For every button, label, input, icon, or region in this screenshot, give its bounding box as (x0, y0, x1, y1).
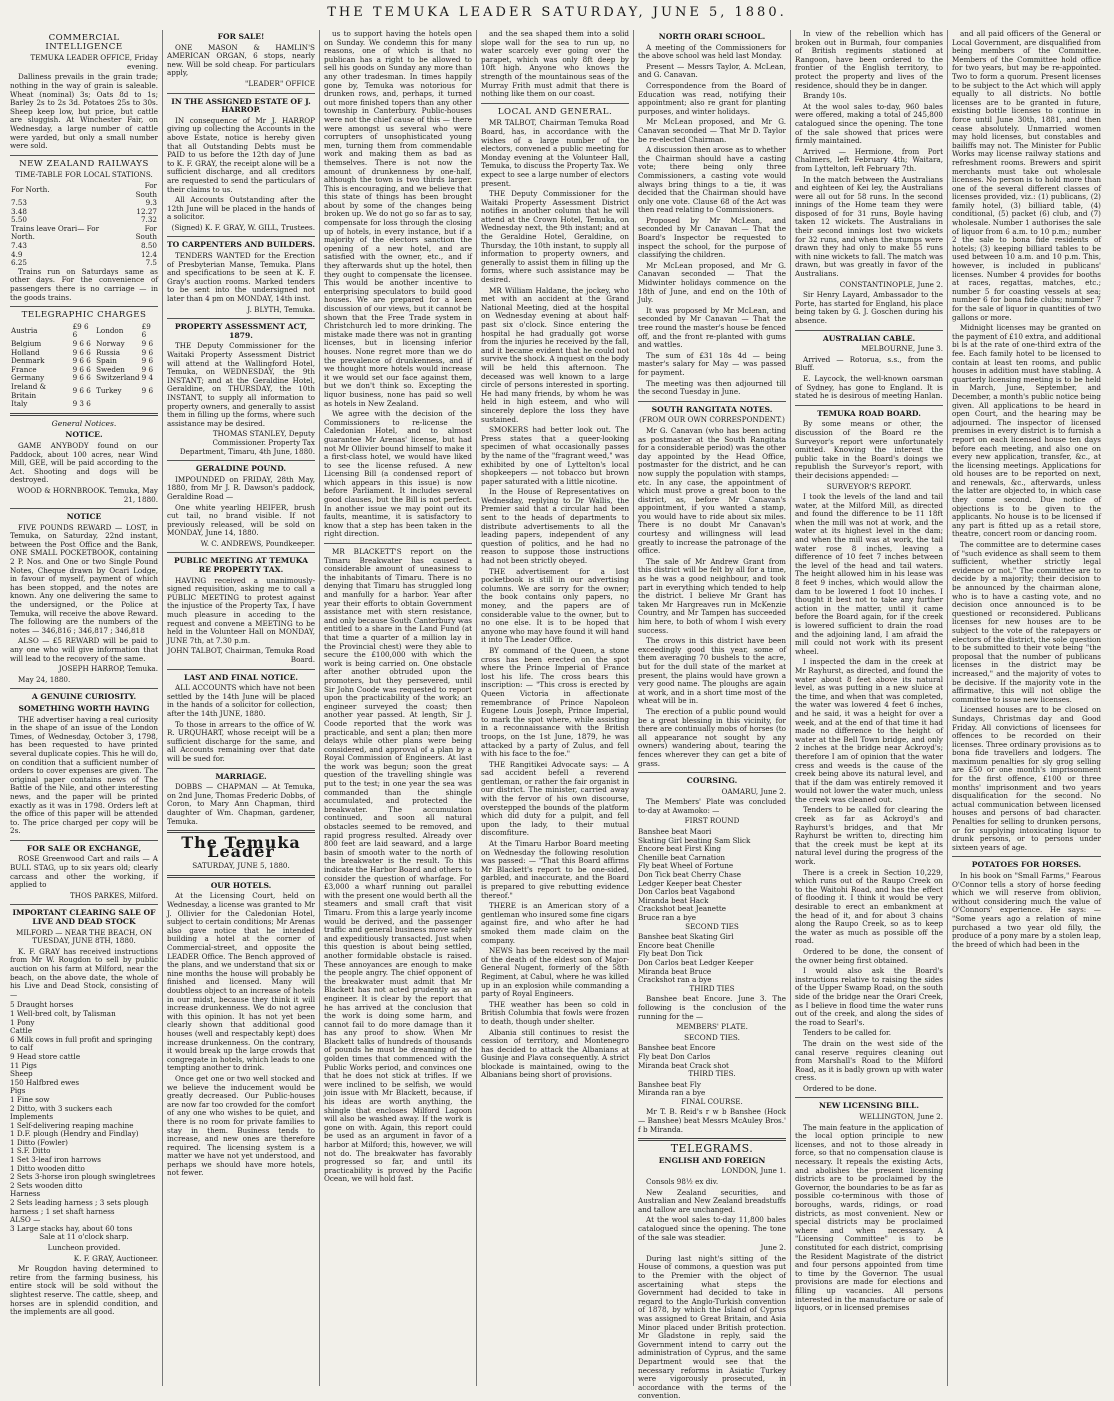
column-2 (163, 30, 320, 1386)
section-heading: NEW ZEALAND RAILWAYS (19, 158, 149, 169)
article-paragraph: E. Laycock, the well-known oarsman of Sydney, has gone to England. It is stated he is desirous of meeting Hanlan. (795, 373, 943, 401)
text-line: 12.27 (136, 206, 157, 216)
article-paragraph: The crows in this district have been exceedingly good this year, some of them averaging 70 bushels to the acre, but for the dull state of the market at present, the plains would have grown a very good name. The ploughs are again at work, and in a short time most of the wheat will be in. (638, 636, 786, 706)
notice-heading: SOMETHING WORTH HAVING (18, 703, 150, 713)
text-line: Banshee beat Encore (638, 1043, 716, 1053)
text-line: 9 6 6 (72, 364, 91, 374)
text-line: Implements (10, 1112, 54, 1122)
text-line: Austria (11, 326, 38, 336)
divider (167, 875, 315, 878)
subheading: (FROM OUR OWN CORRESPONDENT.) (639, 415, 785, 425)
text-line: 5 Draught horses (10, 1000, 74, 1010)
text-line: Turkey (96, 386, 122, 396)
stock-list (10, 1001, 158, 1233)
text-line: Chenille beat Carnation (638, 852, 726, 862)
article-paragraph: MR William Haldane, the jockey, who met with an accident at the Grand National Meeting, died at the hospital on Wednesday evening at about half-past six o'clock. Since entering the hospital he had gradually got worse from the injuries he received by the fall, and it became evident that he could not survive the shock. A inquest on the body will be held this afternoon. The deceased was well known to a large circle of persons interested in sporting. He had many friends, by whom he was held in high esteem, and who will sincerely deplore the loss they have sustained. (481, 285, 629, 424)
text-line: For South (135, 223, 157, 242)
article-paragraph: and all paid officers of the General or Local Government, are disqualified from being members of the Committee. Members of the Committee hold office for two years, but may be re-appointed. Two to form a quorum. Present licenses to be subject to the Act which will apply equally to all districts. No bottle licenses are to be granted in future, existing bottle licenses to continue in force until June 30th, 1881, and then cease absolutely. Unmarried women may hold licenses, but constables and bailiffs may not. The Minister for Public Works may license railway stations and refreshment rooms. Brewers and spirit merchants must take out wholesale licenses. No person is to hold more than one of the several different classes of licenses provided, viz.: (1) publicans, (2) family hotel, (3) billiard table, (4) conditional, (5) packet (6) club, and (7) wholesale. Number 1 authorises the sale of liquor from 6 a.m. to 10 p.m.; number 2 the sale to bona fide residents of hotels; (3) keeping billiard tables to be used between 10 a.m. and 10 p.m. This, however, is included in publicans' licenses. Number 4 provides for booths at races, regattas, matches, etc.; number 5 for coasting vessels at sea; number 6 for bona fide clubs; number 7 for the sale of liquor in quantities of two gallons or more. (952, 29, 1101, 322)
text-line: Denmark (11, 356, 45, 366)
article-paragraph: We agree with the decision of the Commissioners to re-license the Caledonian Hotel, and to almost guarantee Mr Arenas' license, but had not Mr Ollivier bound himself to make it a first-class hotel, we would have liked to see the license refused. A new Licensing Bill (a condensed report of which appears in this issue) is now before Parliament. It includes several good clauses, but the Bill is not perfect. In another issue we may point out its faults, meantime, it is satisfactory to know that a step has been taken in the right direction. (324, 409, 472, 539)
text-line: 7.32 (140, 215, 157, 225)
text-line: 12.4 (140, 249, 157, 259)
issue-date: SATURDAY, JUNE 5, 1880. (192, 861, 290, 871)
notice-text: ALSO — £5 REWARD will be paid to any one who will give information that will lead to the recovery of the same. (10, 636, 158, 663)
article-paragraph: The sum of £31 18s 4d — being master's salary for May — was passed for payment. (638, 350, 786, 377)
signature: "LEADER" OFFICE (245, 78, 315, 88)
article-paragraph: By some means or other, the discussion of the Board re the Surveyor's report were unfortunately omitted. Knowing the interest the public take in the Board's doings we republish the Surveyor's report, with their decisions appended: — (795, 419, 943, 480)
signature: JOHN TALBOT, Chairman, Temuka Road Board. (167, 646, 315, 664)
article-paragraph: It was proposed by Mr McLean, and seconded by Mr Canavan — That the tree round the master's house be fenced off, and the front re-planted with gums and wattles. (638, 305, 786, 350)
text-line: Ireland & Britain (11, 381, 47, 400)
subheading: FIRST ROUND (684, 816, 740, 826)
divider (795, 1097, 943, 1098)
subheading: FINAL COURSE. (681, 1096, 743, 1106)
text-line: Don Tick beat Cherry Chase (638, 870, 742, 880)
subheading: SURVEYOR'S REPORT. (826, 481, 912, 491)
text-line: 9 6 6 (72, 347, 91, 357)
text-line: Spain (96, 356, 117, 366)
subheading: SECOND TIES. (684, 1032, 740, 1042)
notice-text: DOBBS — CHAPMAN — At Temuka, on 2nd June, Thomas Frederic Dobbs, of Coron, to Mary Ann Chapman, third daughter of Wm. Chapman, gardener, Temuka. (167, 782, 315, 826)
notice-heading: IMPORTANT CLEARING SALE OF LIVE AND DEAD STOCK (12, 908, 156, 927)
notice-heading: A GENUINE CURIOSITY. (31, 692, 137, 702)
divider (10, 904, 158, 905)
column-1 (6, 30, 163, 1386)
text-line: Italy (11, 399, 28, 409)
text-line: Cattle (10, 1026, 33, 1036)
divider (167, 460, 315, 461)
text-line: 2 Sets wooden ditto (10, 1180, 83, 1190)
article-paragraph: Tenders to be called for. (803, 1028, 891, 1038)
text-line: For South (135, 180, 157, 199)
text-line: Sheep (10, 1069, 33, 1079)
text-line: 7.43 (11, 241, 28, 251)
article-paragraph: The drain on the west side of the canal reserve requires cleaning out from Marshall's Road to the Milford Road, as it is badly grown up with water cress. (795, 1038, 943, 1083)
text-line: 2 Ditto, with 3 suckers each (10, 1103, 113, 1113)
notice-heading: NOTICE. (65, 430, 103, 440)
text-line: Holland (11, 347, 40, 357)
notice-text: FIVE POUNDS REWARD — LOST, in Temuka, on Saturday, 22nd instant, between the Post Office and the Bank, ONE SMALL POCKETBOOK, containing 2 P. Nos. and One or two Single Pound Notes, Cheque drawn by Ocari Lodge, in favour of myself, payment of which has been stopped, and the notes are known. Any one delivering the same to the undersigned, or the Police at Temuka, will receive the above Reward. The following are the numbers of the notes — 346,816 ; 346,817 ; 346,818 (10, 522, 158, 635)
dateline: OAMARU, June 2. (721, 786, 786, 796)
article-paragraph: I inspected the dam in the creek at Mr Rayhurst, as directed, and found the water about 8 feet above its natural level, as was putting in a new sluice at the time, and when that was completed, the water was lowered 4 feet 6 inches, and he said, it was a height for over a week, and at the end of that time it had made no difference to the height of water at the Bell Town bridge, and only 2 inches at the bridge near Ackroyd's; therefore I am of opinion that the water cress and weeds is the cause of the creek being above its natural level, and that if the dam was entirely removed it would not lower the water much, unless the creek was cleaned out. (795, 657, 943, 804)
notice-text: ONE MASON & HAMLIN'S AMERICAN ORGAN, 6 stops, nearly new. Will be sold cheap. For particulars apply, (167, 42, 315, 78)
article-paragraph: At the wool sales to-day 11,800 bales catalogued since the opening. The tone of the sale was steadier. (638, 1215, 786, 1242)
text-line: Skating Girl beating Sam Slick (638, 835, 751, 845)
article-paragraph: The meeting was then adjourned till the second Tuesday in June. (638, 378, 786, 397)
divider (324, 543, 472, 544)
article-paragraph: Correspondence from the Board of Education was read, notifying their appointment; also re grant for planting purposes, and winter holidays. (638, 80, 786, 116)
article-paragraph: At the Timaru Harbor Board meeting on Wednesday the following resolution was passed: — "That this Board affirms Mr Blackett's report to be one-sided, garbled, and inaccurate, and the Board is prepared to give rebutting evidence thereof." (481, 839, 629, 900)
divider (795, 330, 943, 331)
text-line: 9.3 (145, 198, 157, 208)
notice-text: ALL ACCOUNTS which have not been settled by the 14th June will be placed in the hands of a solicitor for collection, after the 14th JUNE, 1880. (167, 683, 315, 718)
article-paragraph: THE advertisement for a lost pocketbook is still in our advertising columns. We are sorry for the owner; the book contains only papers, no money, and the papers are of considerable value to the owner, but to no one else. It is to be hoped that anyone who may have found it will hand it into The Leader Office. (481, 566, 629, 645)
article-paragraph: Proposed by Mr McLean, and seconded by Mr Canavan — That the Board's Inspector be requested to inspect the school, for the purpose of classifying the children. (638, 215, 786, 260)
article-paragraph: MR BLACKETT'S report on the Timaru Breakwater has caused a considerable amount of uneasiness to the inhabitants of Timaru. There is no denying that Timaru has struggled long and manfully for a harbor. Year after year their efforts to obtain Government assistance met with stern resistance, and only because South Canterbury was entitled to a share in the Land Fund (at that time a quarter of a million lay in the Provincial chest) were they able to secure the £100,000 with which the work is being carried on. One obstacle after another obtruded upon the promoters, but they persevered, until Sir John Coode was requested to report upon the practicability of the work; an engineer surveyed the coast; then another year passed. At length, Sir J. Coode reported that the work was practicable, and sent a plan; then more delays while other plans were being considered, and approval of a plan by a Royal Commission of Engineers. At last the work was begun; soon the great question of the travelling shingle was put to the test; in one year the sea was commanded than the shingle accumulated, and protected the breakwater. The accumulation continued, and soon all natural obstacles seemed to be removed, and rapid progress resulted. Already over 800 feet are laid seaward, and a large basin of smooth water to the north of the breakwater is the result. To this indicate the Harbor Board and others to consider the question of wharfage. For £3,000 a wharf running out parallel with the present one would berth all the steamers and small craft that visit Timaru. From this a large yearly income would be derived, and the passenger traffic and general business move safely and expeditiously transacted. Just when this question is about being settled, another formidable obstacle is raised. These annoyances are enough to make the people angry. The chief opponent of the breakwater must admit that Mr Blackett has not acted prudently as an engineer. It is clear by the report that he has arrived at the conclusion that the work is doing some harm, and cannot fail to do more damage than it has any proof to show. When Mr Blackett talks of hundreds of thousands of pounds he must be dreaming of the golden times that commenced with the Public Works period, and convinces one that he does not stick at trifles. If we were inclined to be selfish, we would join issue with Mr Blackett, because, if his ideas are worth anything, the shingle that encloses Milford Lagoon will also be washed away. If the work is gone on with. Again, this report could be used as an argument in favor of a harbor at Milford; this, however, we will not do. The breakwater has favorably progressed so far, and until its practicability is proved by the Pacific Ocean, we will hold fast. (324, 547, 472, 1184)
subheading: TIME-TABLE FOR LOCAL STATIONS. (15, 170, 153, 180)
text-line: For North. (11, 185, 50, 195)
article-paragraph: The erection of a public pound would be a great blessing in this vicinity, for there are continually mobs of horses (to all appearance not sought by any owners) wandering about, tearing the fences wherever they can get a bite of grass. (638, 706, 786, 768)
article-paragraph: In the match between the Australians and eighteen of Kei ley, the Australians were all out for 58 runs. In the second innings of the Home team they were disposed of for 31 runs, Boyle having taken 12 wickets. The Australians in their second innings lost two wickets for 32 runs, and when the stumps were drawn they had only to make 55 runs with nine wickets to fall. The match was drawn, but was greatly in favor of the Australians. (795, 174, 943, 279)
article-paragraph: Mr McLean proposed, and Mr G. Canavan seconded — That the Midwinter holidays commence on the 18th of June, and end on the 10th of July. (638, 260, 786, 305)
divider (952, 856, 1101, 857)
article-paragraph: Once get one or two well stocked and we believe the inducement would be greatly decreased. Our Public-houses are now far too crowded for the comfort of any one who wishes to be quiet, and there is no room for private families to stay in them. Business tends to increase, and new ones are therefore required. The licensing system is a matter we have not yet understood, and perhaps we should have more hotels, not fewer. (167, 1073, 315, 1178)
article-paragraph: Licensed houses are to be closed on Sundays, Christmas day and Good Friday. All convictions of licensees for offences to be recorded on their licenses. Three ordinary provisions as to bona fide travellers and lodgers. The maximum penalties for sly grog selling are £50 or one month's imprisonment for the first offence, £100 or three months' imprisonment and two years disqualification for the second. No actual communication between licensed houses and persons of bad character. Penalties for selling to drunken persons, or for supplying intoxicating liquor to drunk persons, or to persons under sixteen years of age. (952, 705, 1101, 852)
text-line: Banshee beat Maori (638, 827, 712, 837)
text-line: 8.50 (140, 241, 157, 251)
article-paragraph: MR TALBOT, Chairman Temuka Road Board, has, in accordance with the wishes of a large number of the electors, convened a public meeting for Monday evening at the Volunteer Hall, Temuka, to discuss the Property Tax. We expect to see a large number of electors present. (481, 118, 629, 188)
notice-heading: FOR SALE! (217, 32, 265, 41)
text-line: 1 Pony (10, 1017, 35, 1027)
section-heading: POTATOES FOR HORSES. (971, 860, 1082, 870)
article-paragraph: Arrived — Rotorua, s.s., from the Bluff. (795, 354, 943, 373)
divider (167, 552, 315, 553)
notice-text: THE advertiser having a real curiosity in the shape of an issue of the London Times, of Wednesday, October 3, 1798, has been requested to have printed several duplicate copies. This he will do, on condition that a sufficient number of orders to cover expenses are given. The original paper contains news of The Battle of the Nile, and other interesting news, and the paper will be printed exactly as it was in 1798. Orders left at the office of this paper will be attended to. The price charged per copy will be 2s. (10, 714, 158, 836)
article-paragraph: The main feature in the application of the local option principle to new licenses, and not to those already in force, so that no compensation clause is necessary. It repeals the existing Acts, and abolishes the present licensing districts are to be proclaimed by the Governor, the boundaries to be as far as possible co-terminous with those of boroughs, wards, ridings, or road districts, as most convenient. New or special districts may be proclaimed where and when necessary. A "Licensing Committee" is to be constituted for each district, comprising the Resident Magistrate of the district and four persons appointed from time to time by the Governor. The usual provisions are made for elections and filling up vacancies. All persons interested in the manufacture or sale of liquors, or in licensed premises (795, 1122, 943, 1313)
text-line: Ledger Keeper beat Chester (638, 878, 742, 888)
article-paragraph: Midnight licenses may be granted on the payment of £10 extra, and additional bi ls at the rate of one-third extra of the fee. Each family hotel to be licensed to contain at least ten rooms, and public houses in addition must have stabling. A quarterly licensing meeting is to be held in March, June, September, and December, a month's public notice being given. All applications to be heard in open Court, and the hearing may be adjourned. The inspector of licensed premises in every district is to furnish a report on each licensed house ten days before each meeting, and also one on every new application, transfer, &c., at the licensing meetings. Applications for old houses are to be reported on next, and renewals, &c., afterwards, unless the latter are objected to, in which case they come second. Due notice of objections is to be given to the applicants. No house is to be licensed if any part is fitted up as a retail store, theatre, concert room or dancing room. (952, 323, 1101, 539)
divider (167, 236, 315, 237)
section-heading: General Notices. (51, 418, 117, 428)
text-line: Banshee beat Skating Girl (638, 932, 734, 942)
text-line: 1 Well-bred colt, by Talisman (10, 1008, 116, 1018)
text-line: Fly beat Don Tick (638, 949, 703, 959)
article-paragraph: Tenders to be called for clearing the creek as far as Ackroyd's and Rayhurst's bridges, and that Mr Rayhurst be written to, directing him that the creek must be kept at its natural level during the progress of the work. (795, 805, 943, 867)
signature: JOSEPH HARROP, Temuka. (58, 664, 158, 674)
notice-heading: NOTICE (66, 512, 102, 522)
subheading: THIRD TIES. (688, 1069, 736, 1079)
notice-text: One white yearling HEIFER, brush cut tail, no brand visible. If not previously released, will be sold on MONDAY, June 14, 1880. (167, 502, 315, 538)
text-line: 150 Halfbred ewes (10, 1077, 80, 1087)
section-heading: TEMUKA ROAD BOARD. (817, 408, 921, 418)
notice-text: Luncheon provided. (47, 1243, 121, 1252)
article-paragraph: A discussion then arose as to whether the Chairman should have a casting vote; there being only three Commissioners, a casting vote would always bring things to a tie, it was decided that the Chairman should have only one vote. Clause 68 of the Act was then read relating to Commissioners. (638, 145, 786, 215)
dateline: CONSTANTINOPLE, June 2. (839, 279, 943, 289)
article-paragraph: Dalliness prevails in the grain trade; nothing in the way of grain is saleable. Wheat (nominal) 3s; Oats 8d to 1s; Barley 2s to 2s 3d. Potatoes 25s to 30s. Sheep keep low, but price, but cattle are sluggish. At Winchester Fair, on Wednesday, a large number of cattle were yarded, but only a small number were sold. (10, 72, 158, 151)
notice-heading: GERALDINE POUND. (195, 464, 287, 474)
notice-text: HAVING received a unanimously-signed requisition, asking me to call a PUBLIC MEETING to protest against the injustice of the Property Tax, I have much pleasure in acceding to the request and convene a MEETING to be held in the Volunteer Hall on MONDAY, JUNE 7th, at 7.30 p.m. (167, 575, 315, 645)
section-heading: SOUTH RANGITATA NOTES. (651, 404, 773, 414)
article-paragraph: In his book on "Small Farms," Fearous O'Connor tells a story of horse feeding which we will reserve from oblivion, without considering much the value of O'Connors' experience. He says: — "Some years ago a relation of mine purchased a two year old filly, the produce of a pony mare by a stolen leap, the breed of which had been in the (952, 871, 1101, 949)
notice-text: IN consequence of Mr J. HARROP giving up collecting the Accounts in the above Estate, notice is hereby given that all Outstanding Debts must be PAID to us before the 12th day of June to K. F. GRAY, the receipt alone will be a sufficient discharge, and all creditors are requested to send the particulars of their claims to us. (167, 115, 315, 194)
divider (167, 669, 315, 670)
divider (167, 768, 315, 769)
text-line: Encore beat First King (638, 844, 721, 854)
divider (10, 688, 158, 689)
column-4 (477, 30, 634, 1386)
text-line: Don Carlos beat Ledger Keeper (638, 957, 754, 967)
notice-heading: MARRIAGE. (215, 771, 267, 781)
article-paragraph: I would also ask the Board's instructions relative to raising the sides of the Upper Swamp Road, on the south side of the bridge near the Orari Creek, as I believe in flood time the water runs out of the creek, and along the sides of the road to Searl's. (795, 966, 943, 1027)
text-line: 11 Pigs (10, 1060, 37, 1070)
dateline: LONDON, June 1. (721, 1166, 786, 1176)
notice-text: TENDERS WANTED for the Erection of Presbyterian Manse, Temuka. Plans and specifications to be seen at K. F. Gray's auction rooms. Marked tenders to be sent into the undersigned not later than 4 pm on MONDAY, 14th inst. (167, 251, 315, 304)
text-line: Germany (11, 373, 45, 383)
section-heading: LOCAL AND GENERAL. (497, 106, 613, 117)
article-paragraph: THE Rangitikei Advocate says: — A sad accident befell a reverend gentleman, or rather the fair organist in our district. The minister, carried away with the fervor of his own discourse, overstepped the bounds of the platform which did duty for a pulpit, and fell upon the lady, to their mutual discomfiture. (481, 759, 629, 838)
text-line: 9 6 (141, 356, 154, 366)
text-line: 1 Fine sow (10, 1094, 50, 1104)
article-paragraph: Arrived — Hermione, from Port Chalmers, left February 4th; Waitara, from Lyttelton, left February 7th. (795, 146, 943, 173)
dateline: TEMUKA LEADER OFFICE, Friday evening. (30, 53, 158, 71)
notice-text: Sale at 11 o'clock sharp. (39, 1232, 129, 1242)
divider (167, 318, 315, 319)
text-line: Miranda beat Crack shot (638, 1060, 729, 1070)
text-line: Fly beat Wheel of Fortune (638, 861, 734, 871)
notice-heading: PROPERTY ASSESSMENT ACT, 1879. (174, 322, 308, 340)
masthead-bar: THE TEMUKA LEADER SATURDAY, JUNE 5, 1880. (327, 5, 787, 20)
section-heading: ENGLISH AND FOREIGN (658, 1155, 766, 1165)
article-paragraph: Banshee beat Encore. June 3. The following is the conclusion of the running for the — (638, 994, 786, 1021)
dateline: June 2. (760, 1243, 786, 1253)
notice-text: THE Deputy Commissioner for the Waitaki Property Assessment District will attend at the Wallingford Hotel, Temuka, on WEDNESDAY, the 9th INSTANT; and at the Geraldine Hotel, Geraldine, on THURSDAY, the 10th INSTANT, to supply all information to property owners, and generally to assist them in filling up the forms, where such assistance may be desired. (167, 341, 315, 428)
text-line: £9 6 (141, 321, 151, 340)
text-line: Miranda beat Hack (638, 895, 709, 905)
text-line: 9 3 6 (72, 399, 91, 409)
text-line: 7.53 (11, 198, 28, 208)
text-line: Don Carlos beat Vagabond (638, 887, 735, 897)
text-line: 1 D.F. plough (Hendry and Findlay) (10, 1129, 139, 1139)
text-line: Bruce ran a bye (638, 913, 697, 922)
article-paragraph: SMOKERS had better look out. The Press states that a queer-looking specimen of what occasionally passes by the name of the "fragrant weed," was exhibited by one of Lyttelton's local shopkeepers — not tobacco but brown paper saturated with a little nicotine. (481, 425, 629, 486)
column-6 (791, 30, 948, 1386)
article-paragraph: Mr T. B. Reid's r w b Banshee (Hock — Banshee) beat Messrs McAuley Bros.' f b Miranda. (638, 1107, 786, 1134)
text-line: Miranda beat Bruce (638, 966, 712, 976)
notice-heading: PUBLIC MEETING AT TEMUKA RE PROPERTY TAX. (173, 556, 308, 575)
divider (795, 405, 943, 406)
notice-text: All Accounts Outstanding after the 12th June will be placed in the hands of a solicitor. (167, 195, 315, 222)
text-line: 1 S.F. Ditto (10, 1146, 51, 1156)
article-paragraph: THERE is an American story of a gentleman who insured some fine cigars against fire, and who after he had smoked them made claim on the company. (481, 901, 629, 945)
section-heading: NORTH ORARI SCHOOL. (658, 32, 766, 41)
text-line: 9 6 6 (72, 339, 91, 348)
text-line: 6 Milk cows in full profit and springing to calf (10, 1034, 153, 1053)
divider (10, 155, 158, 156)
article-paragraph: I took the levels of the land and tail water, at the Milford Mill, as directed and found the difference to be 11 18ft when the mill was not at work, and the water at its highest level in the dam; and when the mill was at work, the tail water rose 8 inches, leaving a difference of 10 feet 7 inches between the level of the head and tail waters. The height allowed him in his lease was 8 feet 9 inches, which would allow the dam to be lowered 1 foot 10 inches. I thought it best not to take any further action in the matter, until it came before the Board again, for if the creek is lowered sufficient to drain the road and the adjoining land, I am afraid the mill could not work with its present wheel. (795, 492, 943, 656)
text-line: 9 6 6 (72, 373, 91, 383)
divider (10, 306, 158, 307)
article-paragraph: Brandy 10s. (803, 91, 847, 101)
dateline: MELBOURNE, June 3. (861, 344, 943, 354)
divider (10, 413, 158, 416)
results-list (638, 1044, 786, 1070)
newspaper-title: The Temuka Leader (181, 833, 301, 861)
text-line: Crackshot ran a bye (638, 975, 712, 985)
article-paragraph: The sale of Mr Andrew Grant from this district will be felt by all for a time, as he was a good neighbour, and took part in everything which tended to help the district. I believe Mr Grant has taken Mr Hargreaves run in McKenzie Country, and Mr Tampen has succeeded him here, to both of whom I wish every success. (638, 556, 786, 635)
notice-text: ROSE Greenwood Cart and rails — A BULL STAG, up to six years old; clearly carcass and other the working, if applied to (10, 854, 158, 890)
signature: WOOD & HORNBROOK. Temuka, May 21, 1880. (16, 485, 158, 504)
signature: J. BLYTH, Temuka. (247, 304, 315, 314)
newspaper-page (6, 29, 1108, 1401)
subheading: THIRD TIES (689, 983, 735, 993)
text-line: Encore beat Chenille (638, 940, 715, 950)
article-paragraph: Albania still continues to resist the cession of territory, and Montenegro has decided to attack the Albanians at Gusinje and Plava consequently. A strict blockade is maintained, owing to the Albanians being short of provisions. (481, 1027, 629, 1080)
text-line: 9 6 6 (72, 386, 91, 396)
article-paragraph: In the House of Representatives on Wednesday, replying to Dr Wallis, the Premier said that a circular had been sent to the heads of departments to distribute advertisements to all the leading papers, independent of any question of politics, and he had no reason to suppose those instructions had not been strictly obeyed. (481, 487, 629, 566)
article-paragraph: Ordered to be done, the consent of the owner being first obtained. (795, 946, 943, 965)
notice-text: IMPOUNDED on FRIDAY, 28th May, 1880, from Mr J. R. Dawson's paddock, Geraldine Road — (167, 474, 315, 501)
article-paragraph: and the sea shaped them into a solid slope wall for the sea to run up, no water scarcely ever going over the parapet, which was only 8ft deep by 10ft high. Anyone who knows the strength of the mountainous seas of the Murray Frith must admit that there is nothing like them on our coast. (481, 29, 629, 99)
notice-heading: LAST AND FINAL NOTICE. (183, 672, 299, 682)
text-line: 5.50 (11, 215, 28, 225)
text-line: 9 4 (141, 373, 154, 383)
text-line: Miranda ran a bye (638, 1088, 706, 1098)
article-paragraph: Sir Henry Layard, Ambassador to the Porte, has started for England, his place being taken by G. J. Goschen during his absence. (795, 290, 943, 325)
signature: K. F. GRAY, Auctioneer. (73, 1253, 158, 1263)
divider (10, 508, 158, 509)
text-line: £9 6 6 (72, 321, 89, 340)
divider (481, 103, 629, 104)
text-line: Switzerland (96, 373, 140, 383)
article-paragraph: New Zealand securities, and Australian and New Zealand breadstuffs and tallow are unchanged. (638, 1187, 786, 1214)
text-line: London (96, 326, 124, 336)
text-line: Fly beat Don Carlos (638, 1051, 711, 1061)
text-line: 4.9 (11, 249, 23, 259)
subheading: SECOND TIES (685, 921, 739, 931)
results-list (638, 1081, 786, 1098)
divider (167, 93, 315, 94)
section-heading: NEW LICENSING BILL. (819, 1101, 919, 1111)
editorial-heading: OUR HOTELS. (210, 880, 272, 890)
text-line: 1 Self-delivering reaping machine (10, 1120, 134, 1130)
article-paragraph: During last night's sitting of the House of commons, a question was put to the Premier with the object of ascertaining what steps the Government had decided to take in regard to the Anglo-Turkish convention of 1878, by which the Island of Cyprus was assigned to Great Britain, and Asia Minor placed under British protection. Mr Gladstone in reply, said the Government intend to carry out the administration of Cyprus, and the same Department would see that the necessary reforms in Asiatic Turkey were vigorously prosecuted, in accordance with the terms of the convention. (638, 1253, 786, 1401)
column-5 (634, 30, 791, 1401)
signature: THOS PARKES, Milford. (69, 890, 158, 900)
text-line: Trains leave Orari— For North. (11, 223, 100, 242)
text-line: 1 Ditto wooden ditto (10, 1163, 85, 1173)
article-paragraph: Mr McLean proposed, and Mr G. Canavan seconded — That Mr D. Taylor be re-elected Chairman. (638, 117, 786, 144)
article-paragraph: In view of the rebellion which has broken out in Burmah, four companies of British regiments stationed at Rangoon, have been ordered to the frontier of the English territory, to protect the property and lives of the residence, should they be in danger. (795, 29, 943, 90)
text-line: 1 Ditto (Fowler) (10, 1137, 68, 1147)
column-3 (320, 30, 477, 1386)
text-line: Pigs (10, 1086, 26, 1096)
subheading: MILFORD — NEAR THE BEACH, ON TUESDAY, JUNE 8TH, 1880. (15, 927, 153, 946)
text-line: 9 Head store cattle (10, 1051, 81, 1061)
text-line: 7.5 (145, 258, 157, 268)
article-paragraph: THE Deputy Commissioner for the Waitaki Property Assessment District notifies in another column that he will attend at the Crown Hotel, Temuka, on Wednesday next, the 9th instant; and at the Geraldine Hotel, Geraldine, on Thursday, the 10th instant, to supply all information to property owners, and generally to assist them in filling up the forms, where such assistance may be desired. (481, 189, 629, 285)
text-line: 9 6 (141, 347, 154, 357)
notice-heading: IN THE ASSIGNED ESTATE OF J. HARROP. (171, 96, 311, 115)
article-paragraph: us to support having the hotels open on Sunday. We condemn this for many reasons, one of which is that no publican has a right to be allowed to sell his goods on Sunday any more than any other tradesman. In times happily gone by, Temuka was notorious for drunken rows, and, perhaps, it turned out more finished topers than any other township in Canterbury. Public-houses were not the chief cause of this — there were amongst us several who were corrupters of unsophisticated young men, turning them from commendable work and making them as bad as themselves. There is not now the amount of drunkenness by one-half, although the town is two thirds larger. This is encouraging, and we believe that this state of things has been brought about by some of the changes being broken up. We do not go so far as to say, compensate for loss through the closing up of hotels, in every instance, but if a majority of the electors sanction the opening of a new hotel, and are satisfied with the owner, etc., and if they afterwards shut up the hotel, then they ought to compensate the licensee. This would be another incentive to enterprising speculators to build good houses. We are prepared for a keen discussion of our views, but it cannot be shown that the Free Trade system in Christchurch led to more drinking. The mistake made there was not in granting licenses, but in licensing inferior houses. None regret more than we do the prevalence of drunkenness, and if we thought more hotels would increase it we would set our face against them, but we don't think so. Excepting the liquor business, none has paid so well as hotels in New Zealand. (324, 29, 472, 408)
article-paragraph: The committee are to determine cases of "such evidence as shall seem to them sufficient, whether strictly legal evidence or not." The committee are to decide by a majority; their decision to be announced by the chairman alone, who is to have a casting vote, and no decision once announced is to be questioned or reconsidered. Publicans licenses for new houses are to be subject to the vote of the ratepayers or electors of the district, the sole question to be submitted to their vote being "the proposal that the number of publicans licenses in the district may be increased," and the majority of votes to be decisive. If the majority vote in the affirmative, this will not oblige the committee to issue new licenses. (952, 540, 1101, 704)
subheading: MEMBERS' PLATE. (676, 1022, 748, 1032)
text-line: Crackshot beat Jeanette (638, 904, 727, 914)
notice-heading: FOR SALE OR EXCHANGE, (26, 843, 142, 853)
divider (638, 1138, 786, 1141)
telegraph-charges-table (10, 323, 158, 409)
article-paragraph: Ordered to be done. (803, 1083, 877, 1093)
article-paragraph: The Members' Plate was concluded to-day at Awamoko: — (638, 797, 786, 815)
text-line: 9 6 (141, 386, 154, 396)
text-line: Sweden (96, 364, 125, 374)
notice-heading: TO CARPENTERS AND BUILDERS. (167, 240, 316, 250)
text-line: 1 Set 3-leaf iron harrows (10, 1155, 101, 1165)
article-paragraph: BY command of the Queen, a stone cross has been erected on the spot where the Prince Imperial of France lost his life. The cross bears this inscription: — "This cross is erected by Queen Victoria in affectionate remembrance of Prince Napoleon Eugene Louis Joseph, Prince Imperial, to mark the spot where, while assisting in a reconnaissance with the British troops, on the 1st June, 1879, he was attacked by a party of Zulus, and fell with his face to the foe." (481, 645, 629, 759)
text-line: 3 Large stacks hay, about 60 tons (10, 1223, 133, 1233)
article-paragraph: NEWS has been received by the mail of the death of the eldest son of Major-General Nugent, formerly of the 58th Regiment, at Cabul, where he was killed up in an explosion while commanding a party of Royal Engineers. (481, 946, 629, 999)
section-heading: AUSTRALIAN CABLE. (822, 333, 916, 343)
notice-text: To those in arrears to the office of W. R. URQUHART, whose receipt will be a sufficient discharge for the same, and all Accounts remaining over that date will be sued for. (167, 719, 315, 763)
article-paragraph: Present — Messrs Taylor, A. McLean, and G. Canavan. (638, 61, 786, 80)
article-paragraph: At the wool sales to-day, 960 bales were offered, making a total of 245,800 catalogued since the opening. The tone of the sale showed that prices were firmly maintained. (795, 101, 943, 146)
text-line: Harness (10, 1189, 41, 1199)
text-line: 9 6 6 (72, 356, 91, 366)
article-paragraph: THE weather has been so cold in British Columbia that fowls were frozen to death, though under shelter. (481, 999, 629, 1026)
divider (638, 772, 786, 773)
column-7 (948, 30, 1105, 1386)
signature: THOMAS STANLEY, Deputy Commissioner. Property Tax Department, Timaru, 4th June, 1880. (179, 429, 315, 456)
text-line: France (11, 364, 37, 374)
signature: W. C. ANDREWS, Poundkeeper. (200, 538, 315, 548)
article-paragraph: There is a creek in Section 10,229, which runs out of the Raupo Creek on to the Waitohi Road, and has the effect of flooding it. I think it would be very desirable to erect an embankment at the head of it, and for about 3 chains along the Raupo Creek, so as to keep the water as much as possible off the road. (795, 867, 943, 946)
article-paragraph: Mr G. Canavan (who has been acting as postmaster at the South Rangitata for a considerable period) was the other day appointed by the Head Office, postmaster for the district, and he can now supply the population with stamps, etc. In any case, the appointment of which must prove a great boon to the district, as, before Mr Canavan's appointment, if you wanted a stamp, you would have to ride about six miles. There is no doubt Mr Canavan's courtesy and willingness will lead greatly to increase the patronage of the office. (638, 425, 786, 556)
article-paragraph: A meeting of the Commissioners for the above school was held last Monday. (638, 42, 786, 61)
text-line: 2 Sets 3-horse iron plough swingletrees (10, 1172, 156, 1182)
notice-text: K. F. GRAY has received instructions from Mr W. Rougdon to sell by public auction on his farm at Milford, near the beach, on the above date, the whole of his Live and Dead Stock, consisting of — (10, 946, 158, 999)
section-heading: TELEGRAPHIC CHARGES (21, 310, 147, 321)
text-line: 3.48 (11, 206, 28, 216)
text-line: Norway (96, 339, 125, 348)
article-paragraph: Consols 98½ ex div. (646, 1177, 719, 1187)
text-line: Banshee beat Fly (638, 1079, 701, 1089)
section-heading: COMMERCIAL INTELLIGENCE (45, 33, 123, 52)
text-line: 9 6 (141, 364, 154, 374)
notice-text: GAME ANYBODY found on our Paddock, about 100 acres, near Wind Mill, GEE, will be paid according to the Act. Shooting and dogs will be destroyed. (10, 440, 158, 485)
text-line: 9 6 (141, 339, 154, 348)
results-list (638, 828, 786, 923)
text-line: ALSO — (10, 1215, 41, 1225)
text-line: Belgium (11, 339, 42, 348)
article-paragraph: Trains run on Saturdays same as other days. For the convenience of passengers there is no carriage — in the goods trains. (10, 266, 158, 302)
article-paragraph: At the Licensing Court, held on Wednesday, a license was granted to Mr J. Ollivier for the Caledonian Hotel, subject to certain conditions; Mr Arenas also gave notice that he intended building a hotel at the corner of Commercial-street, and opposite the LEADER Office. The Bench approved of the plans, and we understand that six or nine months the house will probably be finished and licensed. Many will doubtless object to an increase of hotels in our midst, because they think it will increase drunkenness. We do not agree with this opinion. It has not yet been clearly shown that additional good houses (well and respectably kept) does increase drunkenness. On the contrary, it would break up the large crowds that congregate in hotels, which leads to one tempting another to drink. (167, 891, 315, 1073)
divider (10, 840, 158, 841)
section-heading: COURSING. (686, 776, 738, 786)
divider (638, 401, 786, 402)
text-line: 6.25 (11, 258, 28, 268)
notice-text: Mr Rougdon having determined to retire from the farming business, his entire stock will be sold without the slightest reserve. The cattle, sheep, and horses are in splendid condition, and the implements are all good. (10, 1264, 158, 1317)
dateline: May 24, 1880. (18, 674, 71, 684)
text-line: 2 Sets leading harness ; 3 sets plough harness ; 1 set shaft harness (10, 1198, 149, 1216)
section-heading: TELEGRAMS. (670, 1142, 754, 1156)
signature: (Signed) K. F. GRAY, W. GILL, Trustees. (171, 222, 315, 232)
dateline: WELLINGTON, June 2. (859, 1112, 943, 1122)
results-list (638, 933, 786, 985)
timetable (10, 182, 158, 268)
text-line: Russia (96, 347, 121, 357)
